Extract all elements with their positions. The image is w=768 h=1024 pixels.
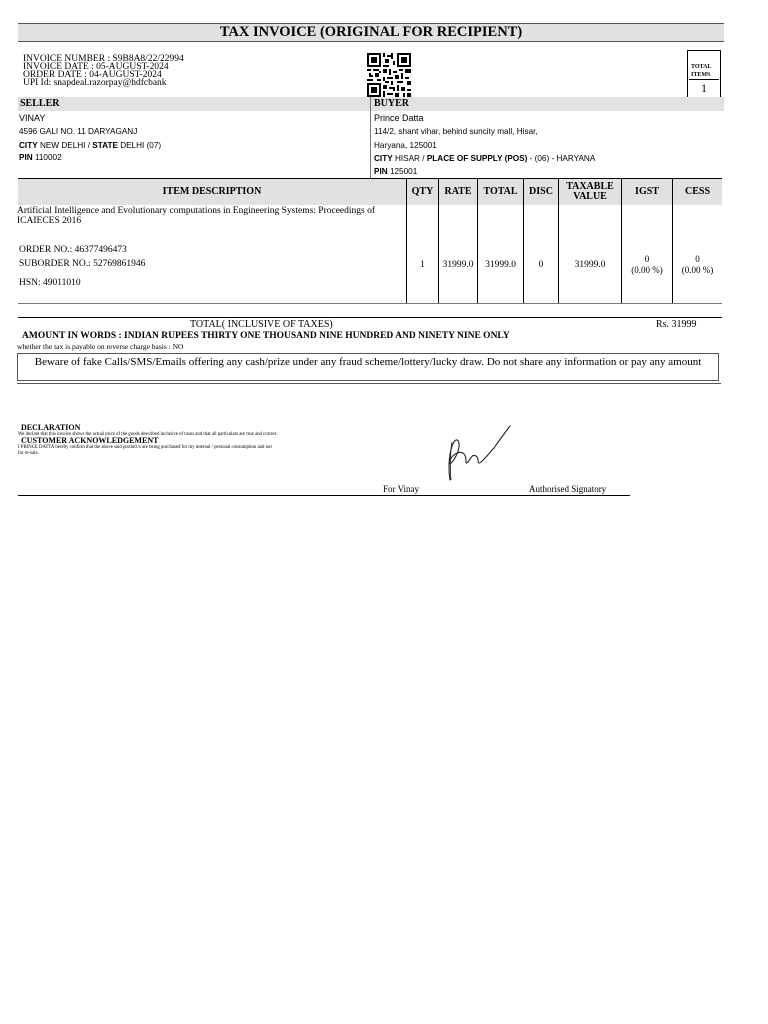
buyer-address-2: Haryana, 125001 (374, 141, 437, 150)
col-cess: CESS (684, 186, 710, 197)
buyer-address-1: 114/2, shant vihar, behind suncity mall, Hisar, (374, 127, 538, 136)
buyer-name: Prince Datta (374, 113, 424, 123)
col-igst: IGST (635, 186, 659, 197)
total-items-count: 1 (689, 79, 719, 97)
col-qty: QTY (411, 186, 434, 197)
seller-name: VINAY (19, 113, 46, 123)
order-date: ORDER DATE : 04-AUGUST-2024 (23, 70, 162, 80)
invoice-number: INVOICE NUMBER : S9B8A8/22/22994 (23, 54, 184, 64)
for-seller-label: For Vinay (383, 484, 420, 494)
declaration-heading: DECLARATION (21, 423, 81, 432)
total-value: Rs. 31999 (656, 319, 697, 330)
suborder-number: SUBORDER NO.: 52769861946 (19, 259, 146, 269)
col-divider (621, 179, 622, 303)
authorised-signatory: Authorised Signatory (529, 484, 607, 494)
total-items-box (687, 50, 721, 99)
invoice-title: TAX INVOICE (ORIGINAL FOR RECIPIENT) (18, 23, 724, 42)
col-rate: RATE (444, 186, 472, 197)
seller-city-state: CITY NEW DELHI / STATE DELHI (07) (19, 141, 162, 150)
reverse-charge: whether the tax is payable on reverse charge basis : NO (17, 342, 184, 351)
col-divider (523, 179, 524, 303)
buyer-city-pos: CITY HISAR / PLACE OF SUPPLY (POS) - (06) - HARYANA (374, 154, 596, 163)
hsn-code: HSN: 49011010 (19, 278, 81, 288)
warning-divider (17, 383, 721, 384)
col-disc: DISC (529, 186, 553, 197)
row-taxable-value: 31999.0 (574, 260, 606, 270)
row-total: 31999.0 (485, 260, 516, 270)
row-cess: 0 (0.00 %) (681, 254, 714, 275)
row-qty: 1 (420, 260, 425, 270)
col-divider (558, 179, 559, 303)
seller-address: 4596 GALI NO. 11 DARYAGANJ (19, 127, 138, 136)
col-divider (438, 179, 439, 303)
buyer-header: BUYER (372, 97, 724, 111)
invoice-meta (23, 55, 184, 87)
item-description: Artificial Intelligence and Evolutionary computations in Engineering Systems: Proceedings of ICAIECES 2016 (17, 206, 376, 226)
party-divider (370, 97, 371, 178)
seller-header: SELLER (18, 97, 372, 111)
seller-pin: PIN 110002 (19, 153, 62, 162)
row-igst: 0 (0.00 %) (631, 254, 663, 275)
fraud-warning: Beware of fake Calls/SMS/Emails offering any cash/prize under any fraud scheme/lottery/lucky draw. Do not share any information or pay any amount (17, 353, 719, 381)
col-divider (672, 179, 673, 303)
invoice-date: INVOICE DATE : 05-AUGUST-2024 (23, 62, 169, 72)
table-bottom-border (18, 303, 722, 304)
declaration-text: We declare that this invoice shows the actual price of the goods described inclusive of taxes and that all particulars are true and correct. (18, 432, 278, 437)
row-disc: 0 (538, 260, 544, 270)
upi-id: UPI Id: snapdeal.razorpay@hdfcbank (23, 78, 167, 88)
acknowledgement-heading: CUSTOMER ACKNOWLEDGEMENT (21, 436, 159, 445)
col-item-description: ITEM DESCRIPTION (162, 186, 262, 197)
col-divider (477, 179, 478, 303)
total-items-label: TOTAL ITEMS (691, 64, 712, 78)
totals-divider (18, 317, 722, 318)
amount-in-words: AMOUNT IN WORDS : INDIAN RUPEES THIRTY ONE THOUSAND NINE HUNDRED AND NINETY NINE ONLY (22, 331, 510, 341)
total-label: TOTAL( INCLUSIVE OF TAXES) (190, 319, 333, 330)
col-taxable-value: TAXABLE VALUE (566, 181, 614, 202)
qr-code (367, 53, 411, 97)
col-divider (406, 179, 407, 303)
acknowledgement-text: I PRINCE DATTA hereby confirm that the above said product/s are being purchased for my internal / personal consumption and not for re-sale. (18, 445, 272, 456)
row-rate: 31999.0 (442, 260, 474, 270)
buyer-pin: PIN 125001 (374, 167, 418, 176)
footer-line (18, 495, 630, 496)
col-total: TOTAL (483, 186, 518, 197)
order-number: ORDER NO.: 46377496473 (19, 245, 127, 255)
signature-image (440, 420, 516, 486)
